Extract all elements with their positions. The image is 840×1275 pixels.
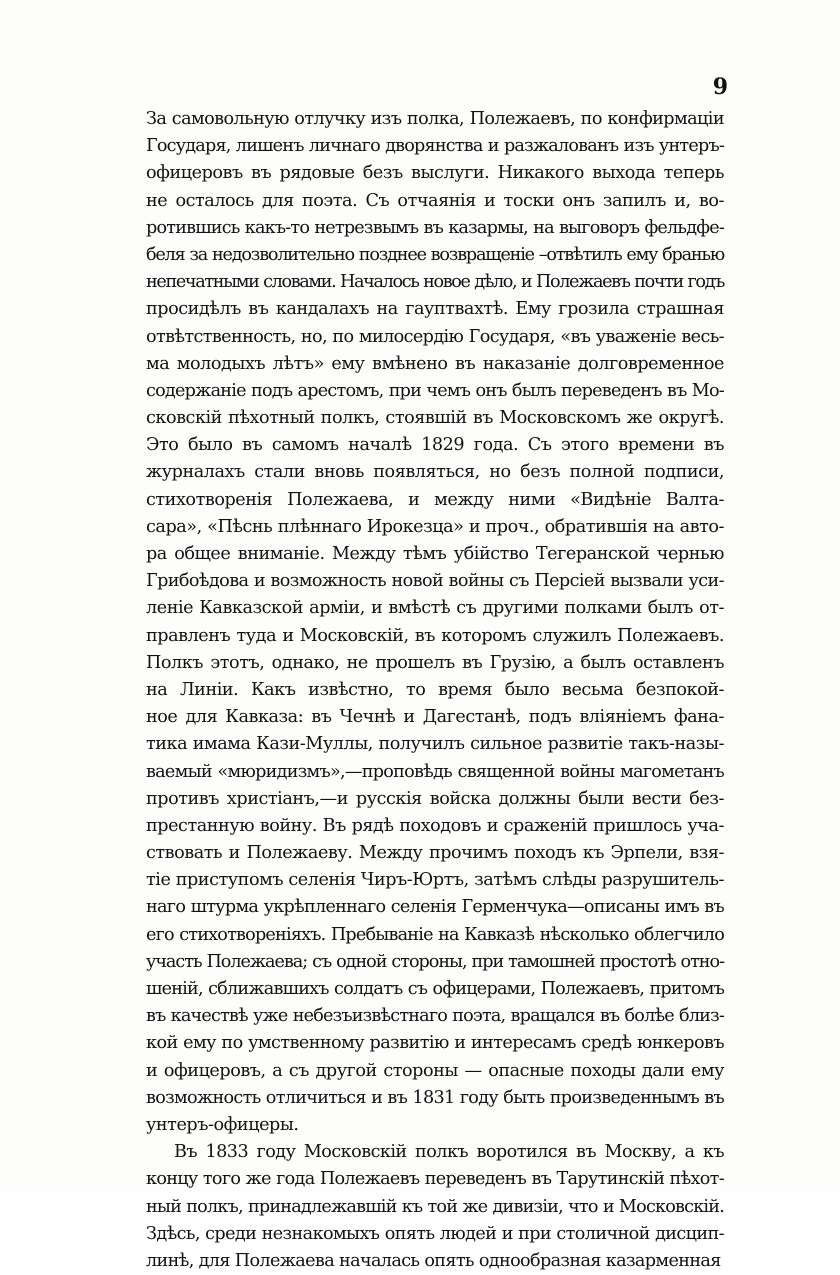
page-number: 9 bbox=[712, 74, 728, 100]
text-line: наго штурма укрѣпленнаго селенія Герменчука—описаны имъ въ bbox=[146, 897, 724, 918]
text-line: его стихотвореніяхъ. Пребываніе на Кавказѣ нѣсколько облегчило bbox=[146, 924, 724, 945]
text-line: противъ христіанъ,—и русскія войска должны были вести без- bbox=[146, 788, 724, 809]
text-line: содержаніе подъ арестомъ, при чемъ онъ былъ переведенъ въ Мо- bbox=[146, 380, 724, 401]
text-line: ма молодыхъ лѣтъ» ему вмѣнено въ наказаніе долговременное bbox=[146, 353, 724, 374]
text-line: линѣ, для Полежаева началась опять однообразная казарменная bbox=[146, 1250, 721, 1271]
text-line: Здѣсь, среди незнакомыхъ опять людей и при столичной дисцип- bbox=[146, 1223, 724, 1244]
text-line: возможность отличиться и въ 1831 году быть произведеннымъ въ bbox=[146, 1087, 724, 1108]
text-line: Это было въ самомъ началѣ 1829 года. Съ этого времени въ bbox=[146, 435, 724, 456]
text-line: престанную войну. Въ рядѣ походовъ и сраженій пришлось уча- bbox=[146, 815, 724, 836]
text-line: ствовать и Полежаеву. Между прочимъ походъ къ Эрпели, взя- bbox=[146, 843, 724, 864]
text-line: офицеровъ въ рядовые безъ выслуги. Никакого выхода теперь bbox=[146, 163, 724, 184]
paragraph bbox=[146, 1139, 724, 1275]
text-line: За самовольную отлучку изъ полка, Полежаевъ, по конфирмаціи bbox=[146, 109, 724, 129]
text-line: кой ему по умственному развитію и интересамъ средѣ юнкеровъ bbox=[146, 1033, 724, 1054]
text-line: концу того же года Полежаевъ переведенъ въ Тарутинскій пѣхот- bbox=[146, 1169, 724, 1190]
text-line: тіе приступомъ селенія Чиръ-Юртъ, затѣмъ слѣды разрушитель- bbox=[146, 870, 724, 891]
text-line: унтеръ-офицеры. bbox=[146, 1114, 299, 1135]
text-line: беля за недозволительно позднее возвращеніе –отвѣтилъ ему бранью bbox=[146, 244, 724, 265]
text-line: шеній, сближавшихъ солдатъ съ офицерами, Полежаевъ, притомъ bbox=[146, 979, 724, 999]
text-line: сара», «Пѣснь плѣннаго Ирокезца» и проч., обратившія на авто- bbox=[146, 516, 724, 537]
text-line: сковскій пѣхотный полкъ, стоявшій въ Московскомъ же округѣ. bbox=[146, 408, 724, 429]
text-line: Въ 1833 году Московскій полкъ воротился въ Москву, а къ bbox=[174, 1142, 724, 1163]
text-line: непечатными словами. Началось новое дѣло, и Полежаевъ почти годъ bbox=[146, 272, 724, 293]
text-line: стихотворенія Полежаева, и между ними «Видѣніе Валта- bbox=[146, 489, 724, 510]
text-line: ваемый «мюридизмъ»,—проповѣдь священной войны магометанъ bbox=[146, 761, 724, 782]
text-line: участь Полежаева; съ одной стороны, при тамошней простотѣ отно- bbox=[146, 951, 724, 972]
text-line: въ качествѣ уже небезъизвѣстнаго поэта, вращался въ болѣе близ- bbox=[146, 1006, 724, 1027]
text-line: Полкъ этотъ, однако, не прошелъ въ Грузію, а былъ оставленъ bbox=[146, 652, 724, 673]
text-line: журналахъ стали вновь появляться, но безъ полной подписи, bbox=[146, 462, 724, 483]
text-line: тика имама Кази-Муллы, получилъ сильное развитіе такъ-назы- bbox=[146, 734, 724, 755]
text-line: ный полкъ, принадлежавшій къ той же дивизіи, что и Московскій. bbox=[146, 1196, 724, 1217]
text-line: Грибоѣдова и возможность новой войны съ Персіей вызвали уси- bbox=[146, 571, 724, 592]
text-line: и офицеровъ, а съ другой стороны — опасные походы дали ему bbox=[146, 1060, 724, 1081]
text-line: не осталось для поэта. Съ отчаянія и тоски онъ запилъ и, во- bbox=[146, 190, 724, 211]
text-line: ное для Кавказа: въ Чечнѣ и Дагестанѣ, подъ вліяніемъ фана- bbox=[146, 707, 724, 728]
text-line: правленъ туда и Московскій, въ которомъ служилъ Полежаевъ. bbox=[146, 625, 724, 646]
text-line: ра общее вниманіе. Между тѣмъ убійство Тегеранской чернью bbox=[146, 544, 724, 564]
text-line: ротившись какъ-то нетрезвымъ въ казармы, на выговоръ фельдфе- bbox=[146, 217, 724, 238]
text-line: просидѣлъ въ кандалахъ на гауптвахтѣ. Ему грозила страшная bbox=[146, 299, 724, 320]
text-line: отвѣтственность, но, по милосердію Государя, «въ уваженіе весь- bbox=[146, 326, 724, 347]
paragraph bbox=[146, 106, 724, 1139]
text-line: Государя, лишенъ личнаго дворянства и разжалованъ изъ унтеръ- bbox=[146, 136, 724, 157]
body-text bbox=[146, 106, 724, 1275]
text-line: леніе Кавказской арміи, и вмѣстѣ съ другими полками былъ от- bbox=[146, 598, 724, 619]
text-line: на Линіи. Какъ извѣстно, то время было весьма безпокой- bbox=[146, 679, 724, 700]
